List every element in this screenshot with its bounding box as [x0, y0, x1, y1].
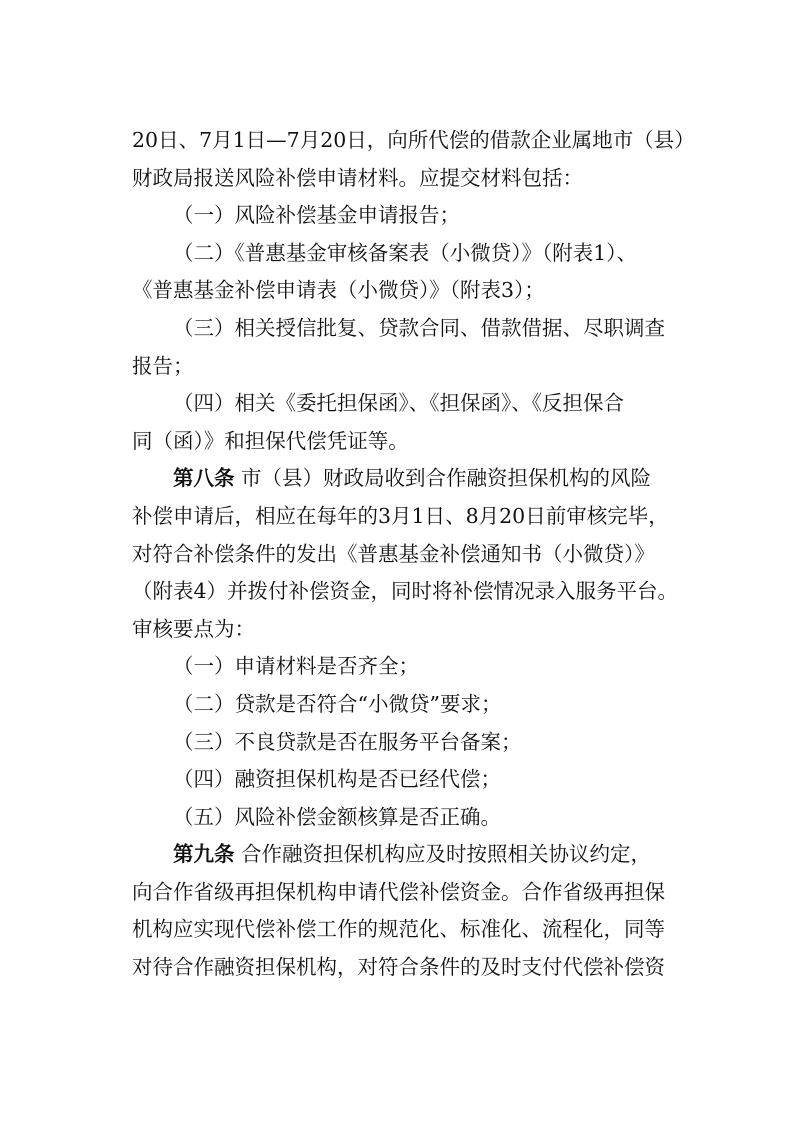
- text-line: 对待合作融资担保机构，对符合条件的及时支付代偿补偿资: [132, 955, 665, 980]
- list-item: （一）风险补偿基金申请报告；: [173, 203, 460, 228]
- text-line: 审核要点为：: [132, 616, 255, 641]
- text-line: 《普惠基金补偿申请表（小微贷）》（附表3）；: [132, 278, 545, 303]
- list-item: （三）相关授信批复、贷款合同、借款借据、尽职调查: [173, 315, 665, 340]
- text-line: 报告；: [132, 353, 194, 378]
- article-9-first-line: 合作融资担保机构应及时按照相关协议约定，: [241, 842, 652, 867]
- list-item: （四）融资担保机构是否已经代偿；: [173, 767, 501, 792]
- text-line: 同（函）》和担保代偿凭证等。: [132, 428, 409, 453]
- list-item: （二）贷款是否符合“小微贷”要求；: [173, 691, 502, 716]
- list-item: （一）申请材料是否齐全；: [173, 654, 419, 679]
- list-item: （二）《普惠基金审核备案表（小微贷）》（附表1）、: [173, 240, 638, 265]
- list-item: （三）不良贷款是否在服务平台备案；: [173, 729, 522, 754]
- article-8-heading: 第八条: [173, 466, 235, 491]
- document-body: [132, 122, 695, 987]
- article-8-paragraph-start: [132, 460, 672, 498]
- text-line: 20日、7月1日—7月20日，向所代偿的借款企业属地市（县）: [132, 128, 695, 152]
- list-item: （五）风险补偿金额核算是否正确。: [173, 804, 501, 829]
- text-line: 向合作省级再担保机构申请代偿补偿资金。合作省级再担保: [132, 879, 665, 904]
- list-item: （四）相关《委托担保函》、《担保函》、《反担保合: [173, 391, 624, 416]
- text-line: 补偿申请后，相应在每年的3月1日、8月20日前审核完毕，: [132, 503, 669, 528]
- text-line: 机构应实现代偿补偿工作的规范化、标准化、流程化，同等: [132, 917, 665, 942]
- text-line: （附表4）并拨付补偿资金，同时将补偿情况录入服务平台。: [132, 579, 679, 604]
- article-9-paragraph-start: [132, 836, 672, 874]
- article-9-heading: 第九条: [173, 842, 235, 867]
- text-line: 对符合补偿条件的发出《普惠基金补偿通知书（小微贷）》: [132, 541, 655, 566]
- article-8-first-line: 市（县）财政局收到合作融资担保机构的风险: [241, 466, 652, 491]
- text-line: 财政局报送风险补偿申请材料。应提交材料包括：: [132, 165, 583, 190]
